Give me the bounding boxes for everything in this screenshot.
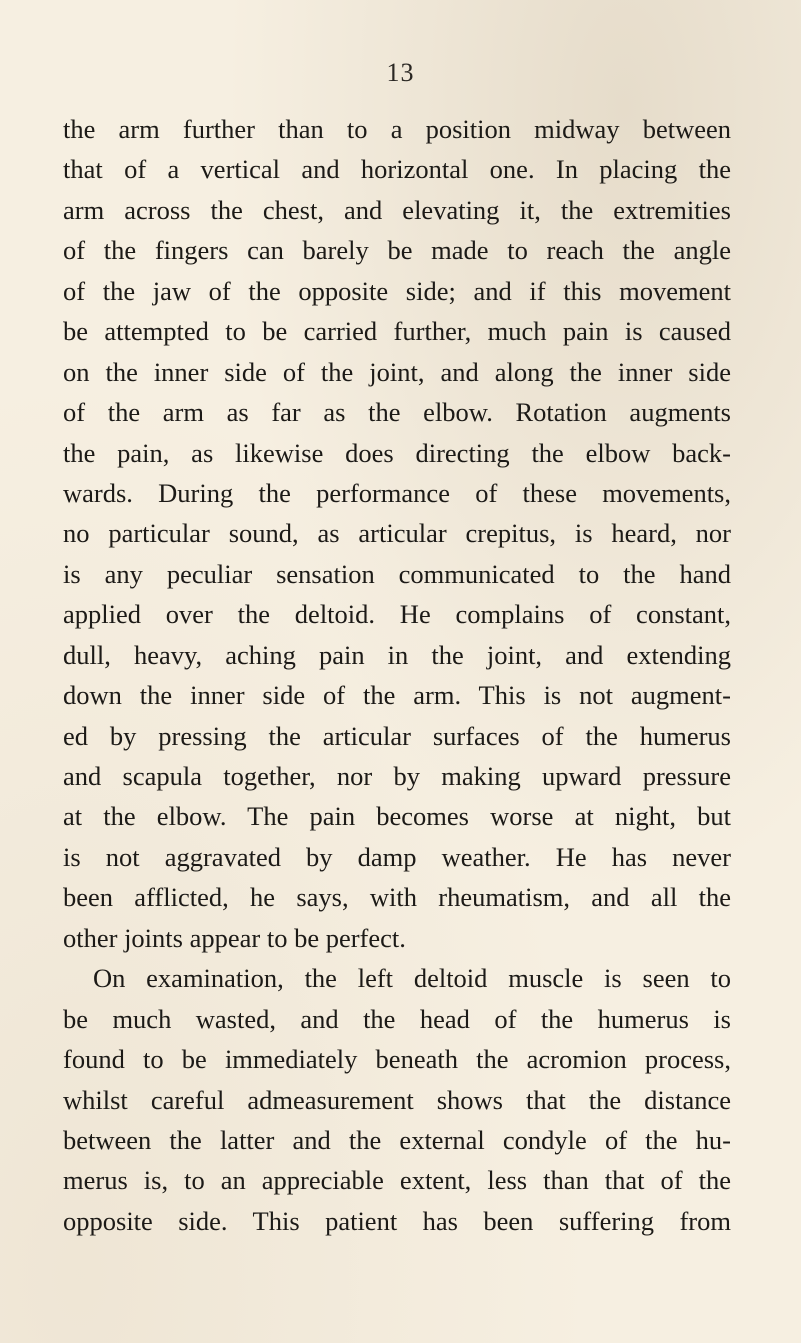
text-line: is any peculiar sensation communicated to the hand	[63, 558, 731, 589]
text-line: applied over the deltoid. He complains of constant,	[63, 599, 731, 630]
text-line: of the jaw of the opposite side; and if this movement	[63, 275, 731, 306]
text-line: at the elbow. The pain becomes worse at night, but	[63, 801, 731, 832]
text-line: found to be immediately beneath the acromion process,	[63, 1044, 731, 1075]
text-line: no particular sound, as articular crepitus, is heard, nor	[63, 518, 731, 549]
paragraph-start-line: On examination, the left deltoid muscle is seen to	[93, 963, 731, 994]
text-line: opposite side. This patient has been suffering from	[63, 1205, 731, 1236]
text-line: be much wasted, and the head of the humerus is	[63, 1003, 731, 1034]
text-line: be attempted to be carried further, much pain is caused	[63, 316, 731, 347]
text-line: is not aggravated by damp weather. He has never	[63, 841, 731, 872]
page-number: 13	[386, 58, 415, 87]
text-line: dull, heavy, aching pain in the joint, and extending	[63, 639, 731, 670]
text-line: on the inner side of the joint, and along the inner side	[63, 356, 731, 387]
text-line: of the fingers can barely be made to reach the angle	[63, 235, 731, 266]
body-text	[63, 109, 731, 1241]
text-line: and scapula together, nor by making upward pressure	[63, 761, 731, 791]
text-line: between the latter and the external condyle of the hu-	[63, 1124, 731, 1155]
paragraph-end-line: other joints appear to be perfect.	[63, 922, 406, 953]
text-line: wards. During the performance of these movements,	[63, 477, 731, 508]
text-line: merus is, to an appreciable extent, less than that of the	[63, 1165, 731, 1196]
text-line: the arm further than to a position midway between	[63, 114, 731, 144]
text-line: whilst careful admeasurement shows that the distance	[63, 1084, 731, 1115]
text-line: that of a vertical and horizontal one. In placing the	[63, 154, 731, 185]
text-line: down the inner side of the arm. This is not augment-	[63, 680, 731, 711]
text-line: the pain, as likewise does directing the elbow back-	[63, 437, 731, 468]
text-line: of the arm as far as the elbow. Rotation augments	[63, 397, 731, 428]
text-line: ed by pressing the articular surfaces of the humerus	[63, 720, 731, 751]
text-line: been afflicted, he says, with rheumatism, and all the	[63, 882, 731, 913]
text-line: arm across the chest, and elevating it, the extremities	[63, 194, 731, 225]
